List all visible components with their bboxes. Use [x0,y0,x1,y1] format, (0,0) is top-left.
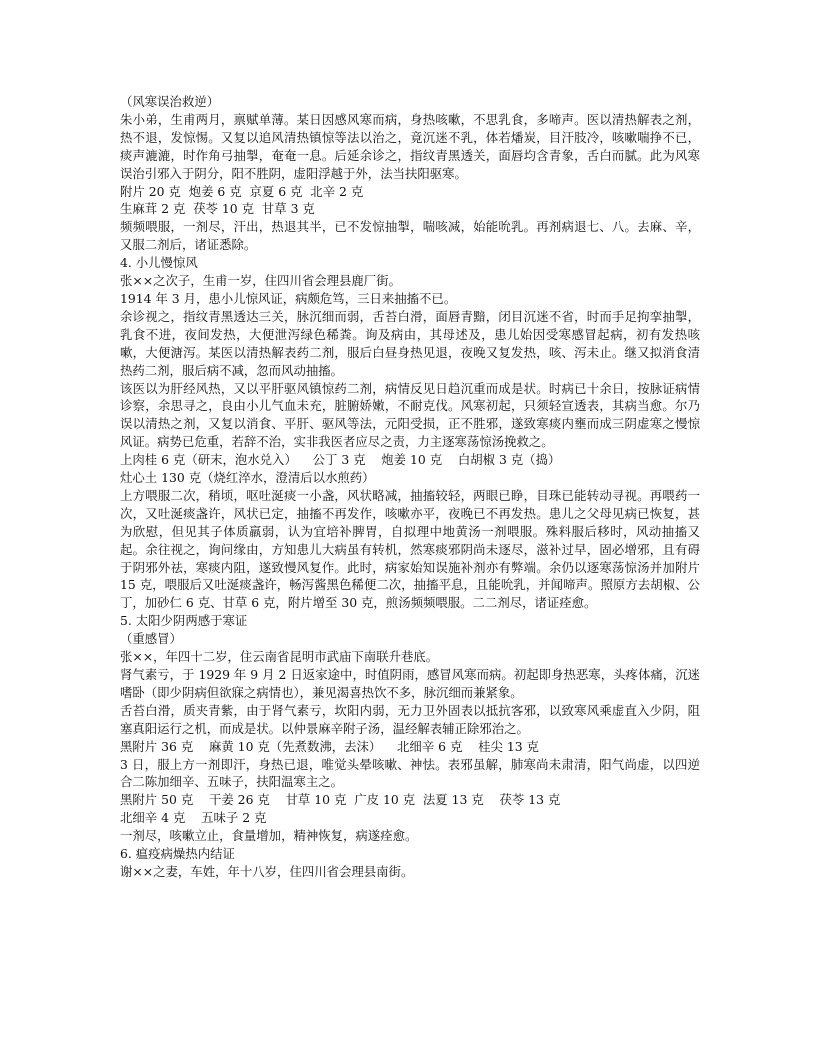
section-heading: 6. 瘟疫病燥热内结证 [120,846,235,862]
case-paragraph: 余诊视之，指纹青黑透达三关，脉沉细而弱，舌苔白滑，面唇青黯，闭目沉迷不省，时而手足拘挛抽掣，乳食不进，夜间发热，大便泄泻绿色稀粪。询及病由，其母述及，患儿始因受寒感冒起病，初有发热咳嗽，大便溏泻。某医以清热解表药二剂，服后白昼身热见退，夜晚又复发热，咳、泻未止。继又拟消食清热药二剂，服后病不减，忽而风动抽搐。 [120,308,700,378]
patient-line: 张××之次子，生甫一岁，住四川省会理县鹿厂街。 [120,273,401,289]
prescription-line: 黑附片 50 克 干姜 26 克 甘草 10 克 广皮 10 克 法夏 13 克 茯苓 13 克 [120,792,561,808]
section-heading: 5. 太阳少阴两感于寒证 [120,613,248,629]
case-line: 1914 年 3 月，患小儿惊风证，病颇危笃，三日来抽搐不已。 [120,290,457,306]
case-paragraph: 3 日，服上方一剂即汗，身热已退，唯觉头晕咳嗽、神怯。表邪虽解，肺寒尚未肃清，阳气尚虚，以四逆合二陈加细辛、五味子，扶阳温寒主之。 [120,756,700,790]
case-line: 一剂尽，咳嗽立止，食量增加，精神恢复，病遂痊愈。 [120,828,418,844]
prescription-line: 上肉桂 6 克（研末，泡水兑入） 公丁 3 克 炮姜 10 克 白胡椒 3 克（捣） [120,452,561,468]
section-heading: 4. 小儿慢惊风 [120,255,198,271]
subtitle: （重感冒） [120,631,182,647]
subtitle-fenghan: （风寒误治救逆） [120,94,220,109]
case-paragraph: 舌苔白滑，质夹青紫，由于肾气素亏，坎阳内弱，无力卫外固表以抵抗客邪，以致寒风乘虚直入少阴，阻塞真阳运行之机，而成是状。以仲景麻辛附子汤，温经解表辅正除邪治之。 [120,702,700,736]
prescription-line: 灶心土 130 克（烧红淬水，澄清后以水煎药） [120,470,375,486]
patient-line: 张××，年四十二岁，住云南省昆明市武庙下南联升巷底。 [120,649,439,665]
case-paragraph: 肾气素亏，于 1929 年 9 月 2 日返家途中，时值阴雨，感冒风寒而病。初起即身热恶寒，头疼体痛，沉迷嗜卧（即少阴病但欲寐之病情也），兼见渴喜热饮不多，脉沉细而兼紧象。 [120,667,700,700]
prescription-line: 附片 20 克 炮姜 6 克 京夏 6 克 北辛 2 克 [120,183,364,199]
case-paragraph: 该医以为肝经风热，又以平肝驱风镇惊药二剂，病情反见日趋沉重而成是状。时病已十余日，按脉证病情诊察，余思寻之，良由小儿气血未充，脏腑娇嫩，不耐克伐。风寒初起，只须轻宣透表，其病当愈。尔乃误以清热之剂，又复以消食、平肝、驱风等法，元阳受损，正不胜邪，遂致寒痰内壅而成三阴虚寒之慢惊风证。病势已危重，若辞不治，实非我医者应尽之责，力主逐寒荡惊汤挽救之。 [120,380,700,450]
case-paragraph: 频频喂服，一剂尽，汗出，热退其半，已不发惊抽掣，喘咳减，始能吮乳。再剂病退七、八。去麻、辛，又服二剂后，诸证悉除。 [120,219,700,253]
document-page [120,93,700,881]
case-paragraph: 上方喂服二次，稍顷，呕吐涎痰一小盏，风状略减，抽搐较轻，两眼已睁，目珠已能转动寻视。再喂药一次，又吐涎痰盏许，风状已定，抽搐不再发作，咳嗽亦平，夜晚已不再发热。患儿之父母见病已恢复，甚为欣慰，但见其子体质羸弱，认为宜培补脾胃，自拟理中地黄汤一剂喂服。殊料服后移时，风动抽搐又起。余往视之，询问缘由，方知患儿大病虽有转机，然寒痰邪阴尚未逐尽，滋补过早，固必增邪，且有碍于阴邪外祛，寒痰内阻，遂致慢风复作。此时，病家始知误施补剂亦有弊端。余仍以逐寒荡惊汤并加附片 15 克，喂服后又吐涎痰盏许，畅泻酱黑色稀便二次，抽搐平息，且能吮乳，并闻啼声。照原方去胡椒、公丁，加砂仁 6 克、甘草 6 克，附片增至 30 克，煎汤频频喂服。二二剂尽，诸证痊愈。 [120,487,700,611]
prescription-line: 黑附片 36 克 麻黄 10 克（先煮数沸，去沫） 北细辛 6 克 桂尖 13 克 [120,738,539,754]
prescription-line: 生麻茸 2 克 茯苓 10 克 甘草 3 克 [120,201,315,217]
prescription-line: 北细辛 4 克 五味子 2 克 [120,810,267,826]
case-paragraph: 朱小弟，生甫两月，禀赋单薄。某日因感风寒而病，身热咳嗽，不思乳食，多啼声。医以清热解表之剂，热不退，发惊惕。又复以追风清热镇惊等法以治之，竟沉迷不乳，体若燔炭，目汗肢冷，咳嗽喘挣不已，痰声漉漉，时作角弓抽掣，奄奄一息。后延余诊之，指纹青黑透关，面唇均含青象，舌白而腻。此为风寒误治引邪入于阴分，阳不胜阴，虚阳浮越于外，法当扶阳驱寒。 [120,111,700,181]
patient-line: 谢××之妻，车姓，年十八岁，住四川省会理县南街。 [120,863,414,879]
